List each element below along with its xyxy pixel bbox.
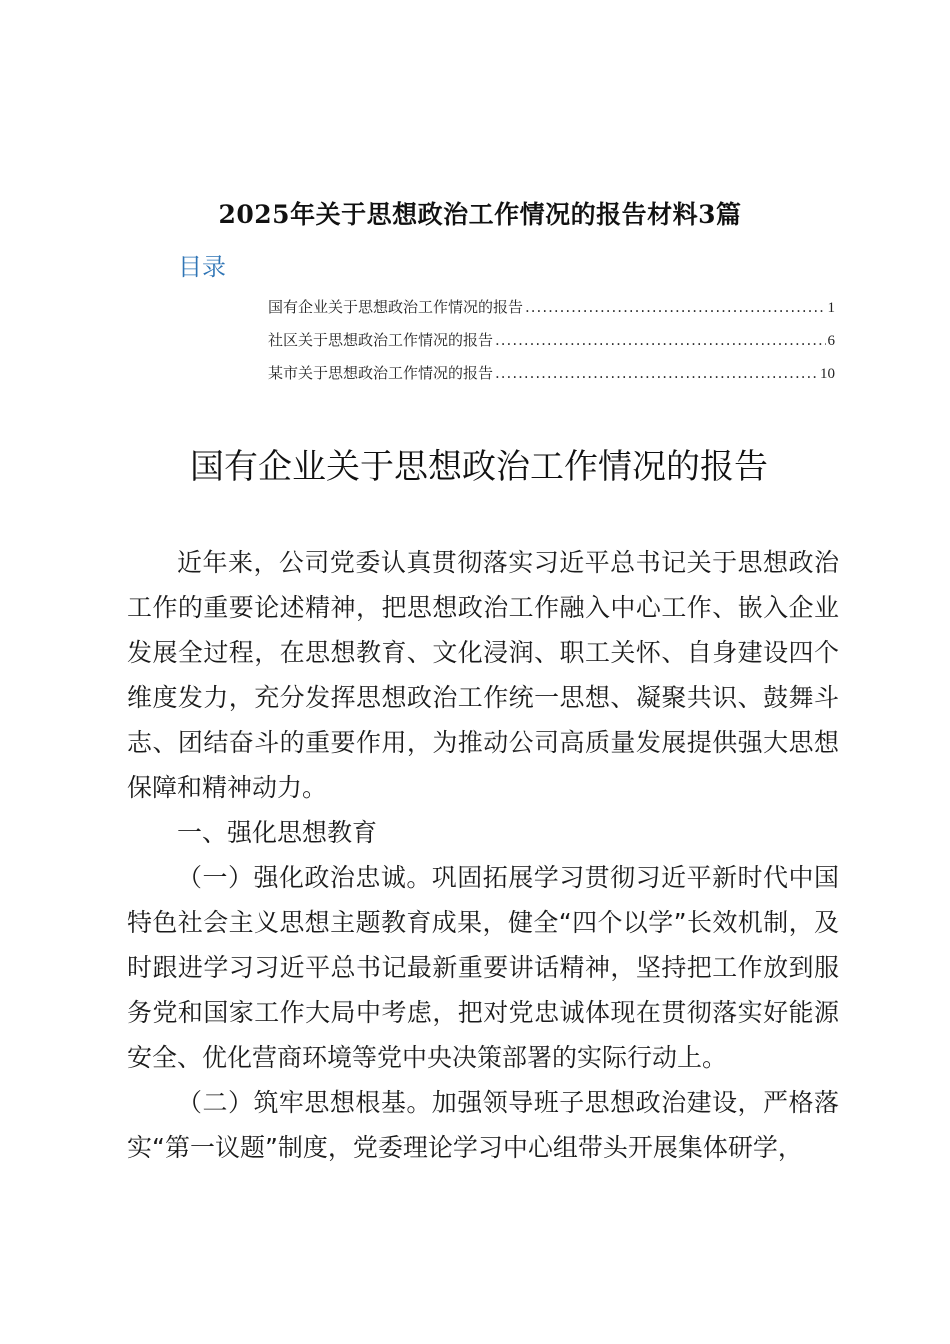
table-of-contents xyxy=(268,294,835,393)
toc-item-page: 10 xyxy=(820,366,835,382)
toc-item-label: 社区关于思想政治工作情况的报告 xyxy=(268,331,494,349)
toc-item-label: 国有企业关于思想政治工作情况的报告 xyxy=(268,298,524,316)
toc-item-label: 某市关于思想政治工作情况的报告 xyxy=(268,364,494,382)
document-title: 2025年关于思想政治工作情况的报告材料3篇 xyxy=(218,200,742,229)
toc-dot-leader xyxy=(525,294,825,320)
section-title: 国有企业关于思想政治工作情况的报告 xyxy=(190,447,768,487)
body-text xyxy=(127,540,839,1170)
toc-item[interactable] xyxy=(268,360,835,393)
section-heading: 一、强化思想教育 xyxy=(177,818,378,847)
toc-item-page: 6 xyxy=(827,333,835,349)
toc-item-page: 1 xyxy=(827,300,835,316)
toc-dot-leader xyxy=(495,360,818,386)
toc-item[interactable] xyxy=(268,294,835,327)
body-paragraph: 近年来，公司党委认真贯彻落实习近平总书记关于思想政治工作的重要论述精神，把思想政治工作融入中心工作、嵌入企业发展全过程，在思想教育、文化浸润、职工关怀、自身建设四个维度发力，充分发挥思想政治工作统一思想、凝聚共识、鼓舞斗志、团结奋斗的重要作用，为推动公司高质量发展提供强大思想保障和精神动力。 xyxy=(127,548,839,802)
toc-heading: 目录 xyxy=(178,253,226,281)
body-paragraph: （一）强化政治忠诚。巩固拓展学习贯彻习近平新时代中国特色社会主义思想主题教育成果，健全“四个以学”长效机制，及时跟进学习习近平总书记最新重要讲话精神，坚持把工作放到服务党和国家工作大局中考虑，把对党忠诚体现在贯彻落实好能源安全、优化营商环境等党中央决策部署的实际行动上。 xyxy=(127,863,839,1072)
body-paragraph: （二）筑牢思想根基。加强领导班子思想政治建设，严格落实“第一议题”制度，党委理论学习中心组带头开展集体研学， xyxy=(127,1088,839,1162)
toc-dot-leader xyxy=(495,327,825,353)
toc-item[interactable] xyxy=(268,327,835,360)
